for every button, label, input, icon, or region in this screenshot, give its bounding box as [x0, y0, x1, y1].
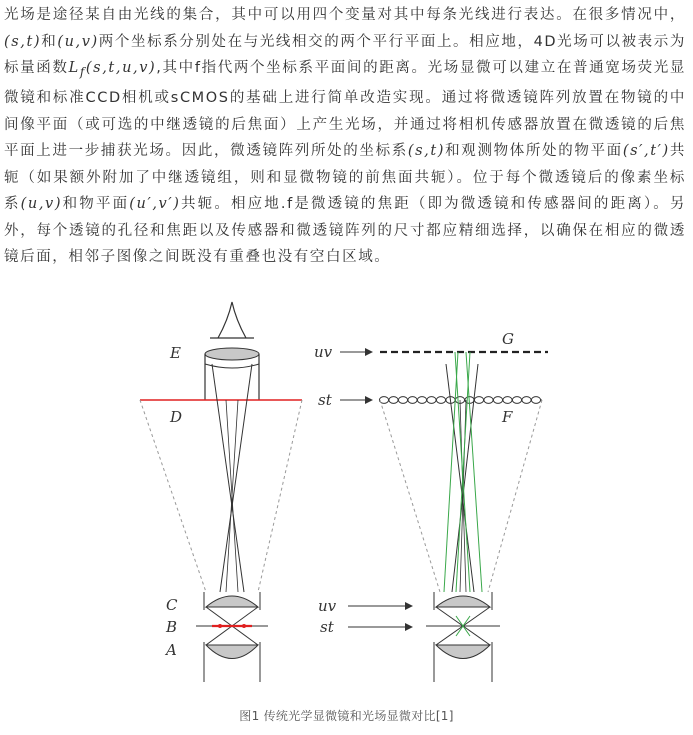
lf-objective-lens	[436, 645, 490, 659]
math-term: f	[79, 64, 86, 79]
microlens	[474, 397, 483, 404]
paragraph-text: 两个坐标系分别处在与光线相交的两个平行平面上。相应地，4D光场可以被表示为标量函数	[4, 33, 686, 76]
paragraph-text: 共轭。相应地.f是微透镜的焦距（即为微透镜和传感器间的距离）。另外，每个透镜的孔径和焦距以及传感器和微透镜阵列的尺寸都应精细选择，以确保在相应的微透镜后面，相邻子图像之间既没有重叠也没有空白区域。	[4, 196, 686, 266]
microlens	[522, 397, 531, 404]
microlens	[493, 397, 502, 404]
math-term: (u,v)	[20, 196, 63, 213]
comparison-figure	[0, 280, 693, 700]
label-b: B	[166, 618, 178, 636]
math-term: (s,t)	[4, 33, 42, 50]
lf-tube-lens	[436, 596, 490, 607]
microlens	[484, 397, 493, 404]
label-a: A	[166, 641, 177, 659]
microlens	[389, 397, 398, 404]
microlens	[503, 397, 512, 404]
eyepiece-lens	[205, 348, 259, 360]
article-paragraph	[4, 2, 686, 271]
label-f: F	[502, 408, 513, 426]
field-cone-right	[258, 400, 302, 592]
lf-cone-left	[380, 400, 440, 592]
paragraph-text: 光场是途径某自由光线的集合，其中可以用四个变量对其中每条光线进行表达。在很多情况中，	[4, 7, 686, 23]
green-rays	[444, 352, 482, 592]
label-uv-bottom: uv	[318, 597, 337, 615]
objective-lens	[206, 645, 258, 659]
label-e: E	[170, 344, 181, 362]
microlens	[512, 397, 521, 404]
label-g: G	[502, 330, 514, 348]
eyepiece-lens-lower	[205, 364, 259, 368]
microlens	[408, 397, 417, 404]
microlens	[436, 397, 445, 404]
conventional-microscope-diagram	[140, 302, 302, 682]
math-term: (s′,t′)	[622, 143, 670, 160]
label-st-bottom: st	[320, 618, 334, 636]
paragraph-text: 和观测物体所处的物平面	[445, 143, 623, 160]
label-uv-top: uv	[314, 343, 333, 361]
figure-diagram	[0, 280, 693, 700]
paragraph-text: ,其中f指代两个坐标系平面间的距离。光场显微可以建立在普通宽场荧光显微镜和标准CCD相机或sCMOS的基础上进行简单改造实现。通过将微透镜阵列放置在物镜的中间像平面（或可选的中继透镜的后焦面）上产生光场，并通过将相机传感器放置在微透镜的后焦平面上进一步捕获光场。因此，微透镜阵列所处的坐标系	[4, 60, 686, 160]
label-c: C	[166, 596, 178, 614]
figure-caption: 图1 传统光学显微镜和光场显微对比[1]	[239, 709, 454, 723]
math-term: (u,v)	[57, 33, 99, 50]
paragraph-text: 和物平面	[62, 196, 130, 213]
paragraph-text: 和	[41, 33, 58, 50]
light-field-microscope-diagram	[314, 330, 548, 682]
microlens	[417, 397, 426, 404]
math-term: (s,t,u,v)	[85, 60, 157, 76]
lf-cone-right	[488, 400, 542, 592]
eye-icon	[210, 302, 254, 338]
paragraph-text: 共轭（如果额外附加了中继透镜组，则和显微物镜的前焦面共轭）。位于每个微透镜后的像素坐标系	[4, 143, 686, 213]
field-cone-left	[140, 400, 206, 592]
math-term: L	[68, 60, 80, 76]
label-d: D	[170, 408, 183, 426]
microlens	[531, 397, 540, 404]
math-term: (s,t)	[407, 143, 446, 160]
math-term: (u′,v′)	[129, 196, 181, 213]
microlens	[427, 397, 436, 404]
label-st-top: st	[318, 391, 332, 409]
tube-lens	[206, 596, 258, 607]
microlens	[398, 397, 407, 404]
